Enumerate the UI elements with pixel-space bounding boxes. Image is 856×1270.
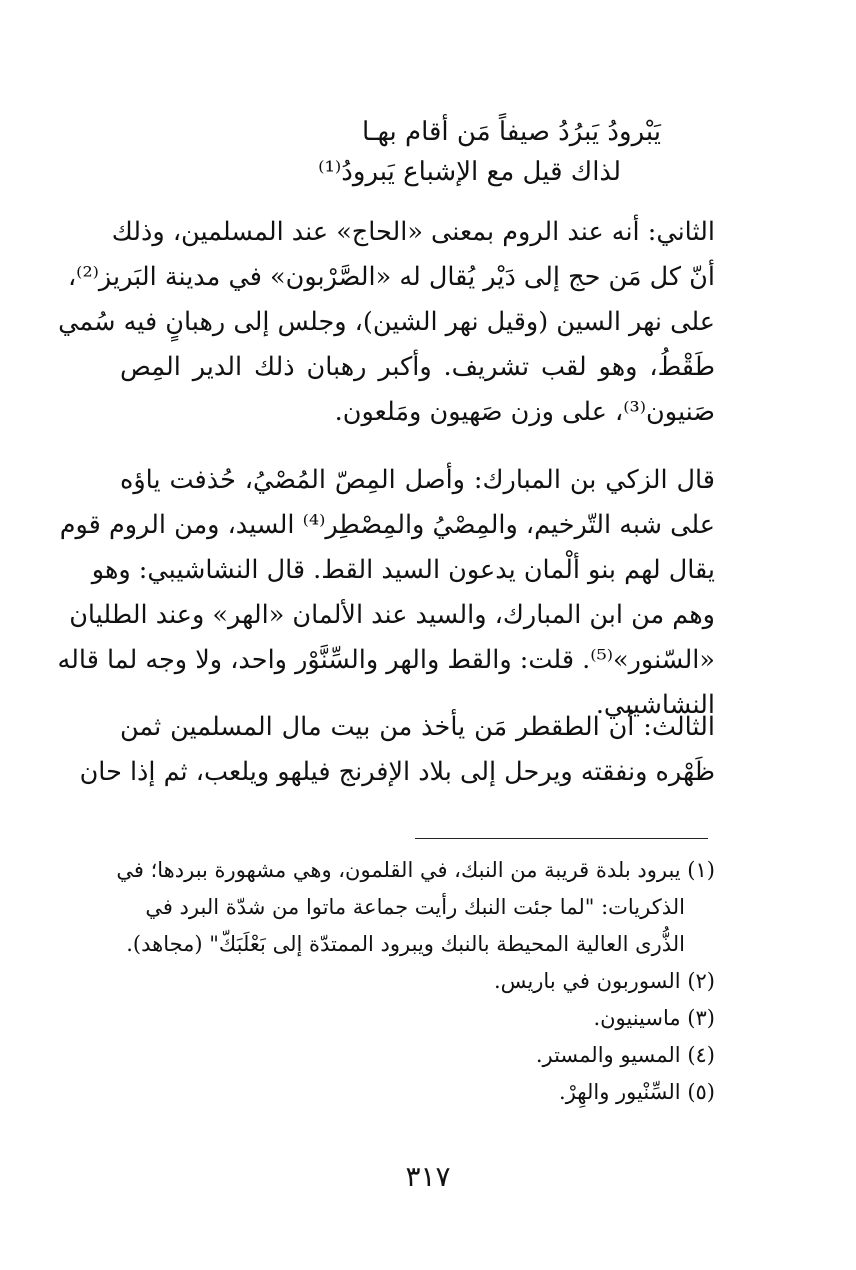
footnote-1-continuation: الذكريات: "لما جئت النبك رأيت جماعة ماتوا من شدّة البرد في	[145, 895, 685, 919]
paragraph-line: أنّ كل مَن حج إلى دَيْر يُقال له «الصَّرْبون» في مدينة البَريز⁽²⁾،	[67, 262, 715, 292]
verse-line-2: لذاك قيل مع الإشباع يَبرودُ⁽¹⁾	[318, 157, 621, 187]
footnotes	[116, 852, 715, 1111]
footnote-5: (٥) السِّنْيور والهِرْ.	[559, 1080, 715, 1104]
paragraph-second-meaning	[58, 210, 715, 435]
page-number: ٣١٧	[405, 1160, 451, 1193]
paragraph-line: قال الزكي بن المبارك: وأصل المِصّ المُصْيُ، حُذفت ياؤه	[120, 465, 715, 495]
paragraph-line: طَقْطُ، وهو لقب تشريف. وأكبر رهبان ذلك الدير المِص	[120, 352, 715, 382]
paragraph-line: ظَهْره ونفقته ويرحل إلى بلاد الإفرنج فيلهو ويلعب، ثم إذا حان	[79, 757, 715, 787]
paragraph-line: الثالث: أن الطقطر مَن يأخذ من بيت مال المسلمين ثمن	[120, 712, 715, 742]
paragraph-zaki-quote	[57, 458, 715, 728]
paragraph-line: على شبه التّرخيم، والمِصْيُ والمِصْطِر⁽⁴⁾ السيد، ومن الروم قوم	[59, 510, 715, 540]
footnote-3: (٣) ماسينيون.	[593, 1006, 715, 1030]
paragraph-line: صَنيون⁽³⁾، على وزن صَهيون ومَلعون.	[334, 397, 715, 427]
paragraph-third-meaning	[79, 705, 715, 795]
footnote-1-continuation: الذُّرى العالية المحيطة بالنبك ويبرود الممتدّة إلى بَعْلَبَكّ" (مجاهد).	[126, 932, 685, 956]
footnote-divider	[415, 838, 708, 839]
paragraph-line: النشاشيبي.	[595, 690, 715, 720]
paragraph-line: على نهر السين (وقيل نهر الشين)، وجلس إلى رهبانٍ فيه سُمي	[58, 307, 715, 337]
paragraph-line: وهم من ابن المبارك، والسيد عند الألمان «الهر» وعند الطليان	[69, 600, 715, 630]
paragraph-line: يقال لهم بنو ألْمان يدعون السيد القط. قال النشاشيبي: وهو	[91, 555, 715, 585]
paragraph-line: الثاني: أنه عند الروم بمعنى «الحاج» عند المسلمين، وذلك	[111, 217, 715, 247]
footnote-4: (٤) المسيو والمستر.	[535, 1043, 715, 1067]
footnote-2: (٢) السوربون في باريس.	[494, 969, 715, 993]
footnote-1: (١) يبرود بلدة قريبة من النبك، في القلمون، وهي مشهورة ببردها؛ في	[116, 858, 715, 882]
paragraph-line: «السّنور»⁽⁵⁾. قلت: والقط والهر والسِّنَّوْر واحد، ولا وجه لما قاله	[57, 645, 715, 675]
verse-line-1: يَبْرودُ يَبرُدُ صيفاً مَن أقام بهـا	[361, 117, 661, 147]
